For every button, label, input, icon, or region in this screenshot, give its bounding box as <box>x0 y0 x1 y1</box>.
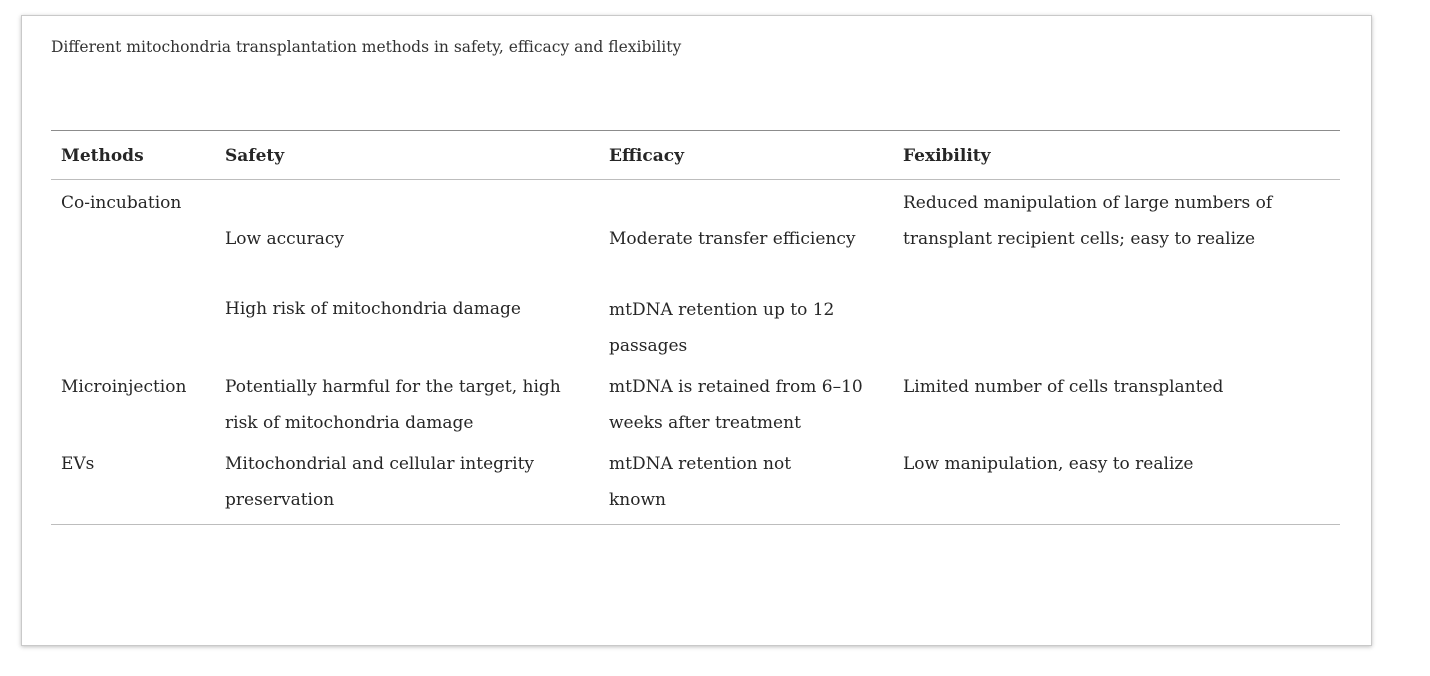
header-safety: Safety <box>215 131 599 180</box>
cell-flexibility: Reduced manipulation of large numbers of transplant recipient cells; easy to realize <box>903 193 1273 249</box>
table-row <box>51 441 1340 525</box>
table-header-row <box>51 131 1340 180</box>
cell-flexibility: Limited number of cells transplanted <box>903 377 1224 397</box>
table-row <box>51 364 1340 441</box>
safety-point: Low accuracy <box>225 229 344 249</box>
cell-flexibility: Low manipulation, easy to realize <box>893 441 1340 525</box>
cell-method: Co-incubation <box>61 193 182 213</box>
safety-point: Potentially harmful for the target, high risk of mitochondria damage <box>225 377 561 433</box>
comparison-table <box>51 130 1340 525</box>
efficacy-point: Moderate transfer efficiency <box>609 229 856 249</box>
header-methods: Methods <box>51 131 215 180</box>
cell-safety <box>215 441 599 525</box>
cell-efficacy <box>599 441 893 525</box>
cell-method: Microinjection <box>61 377 187 397</box>
table-figure <box>21 15 1372 646</box>
cell-method: EVs <box>51 441 215 525</box>
cell-safety <box>215 364 599 441</box>
header-flexibility: Fexibility <box>893 131 1340 180</box>
header-efficacy: Efficacy <box>599 131 893 180</box>
cell-efficacy <box>599 364 893 441</box>
efficacy-point: mtDNA retention not known <box>609 454 792 510</box>
table-row <box>51 180 1340 365</box>
table-caption: Different mitochondria transplantation methods in safety, efficacy and flexibility <box>51 38 682 56</box>
efficacy-point: mtDNA is retained from 6–10 weeks after treatment <box>609 377 863 433</box>
safety-point: Mitochondrial and cellular integrity preservation <box>225 454 535 510</box>
safety-point: High risk of mitochondria damage <box>225 299 521 319</box>
cell-efficacy <box>599 180 893 365</box>
efficacy-point: mtDNA retention up to 12 passages <box>609 300 835 356</box>
cell-safety <box>215 180 599 365</box>
